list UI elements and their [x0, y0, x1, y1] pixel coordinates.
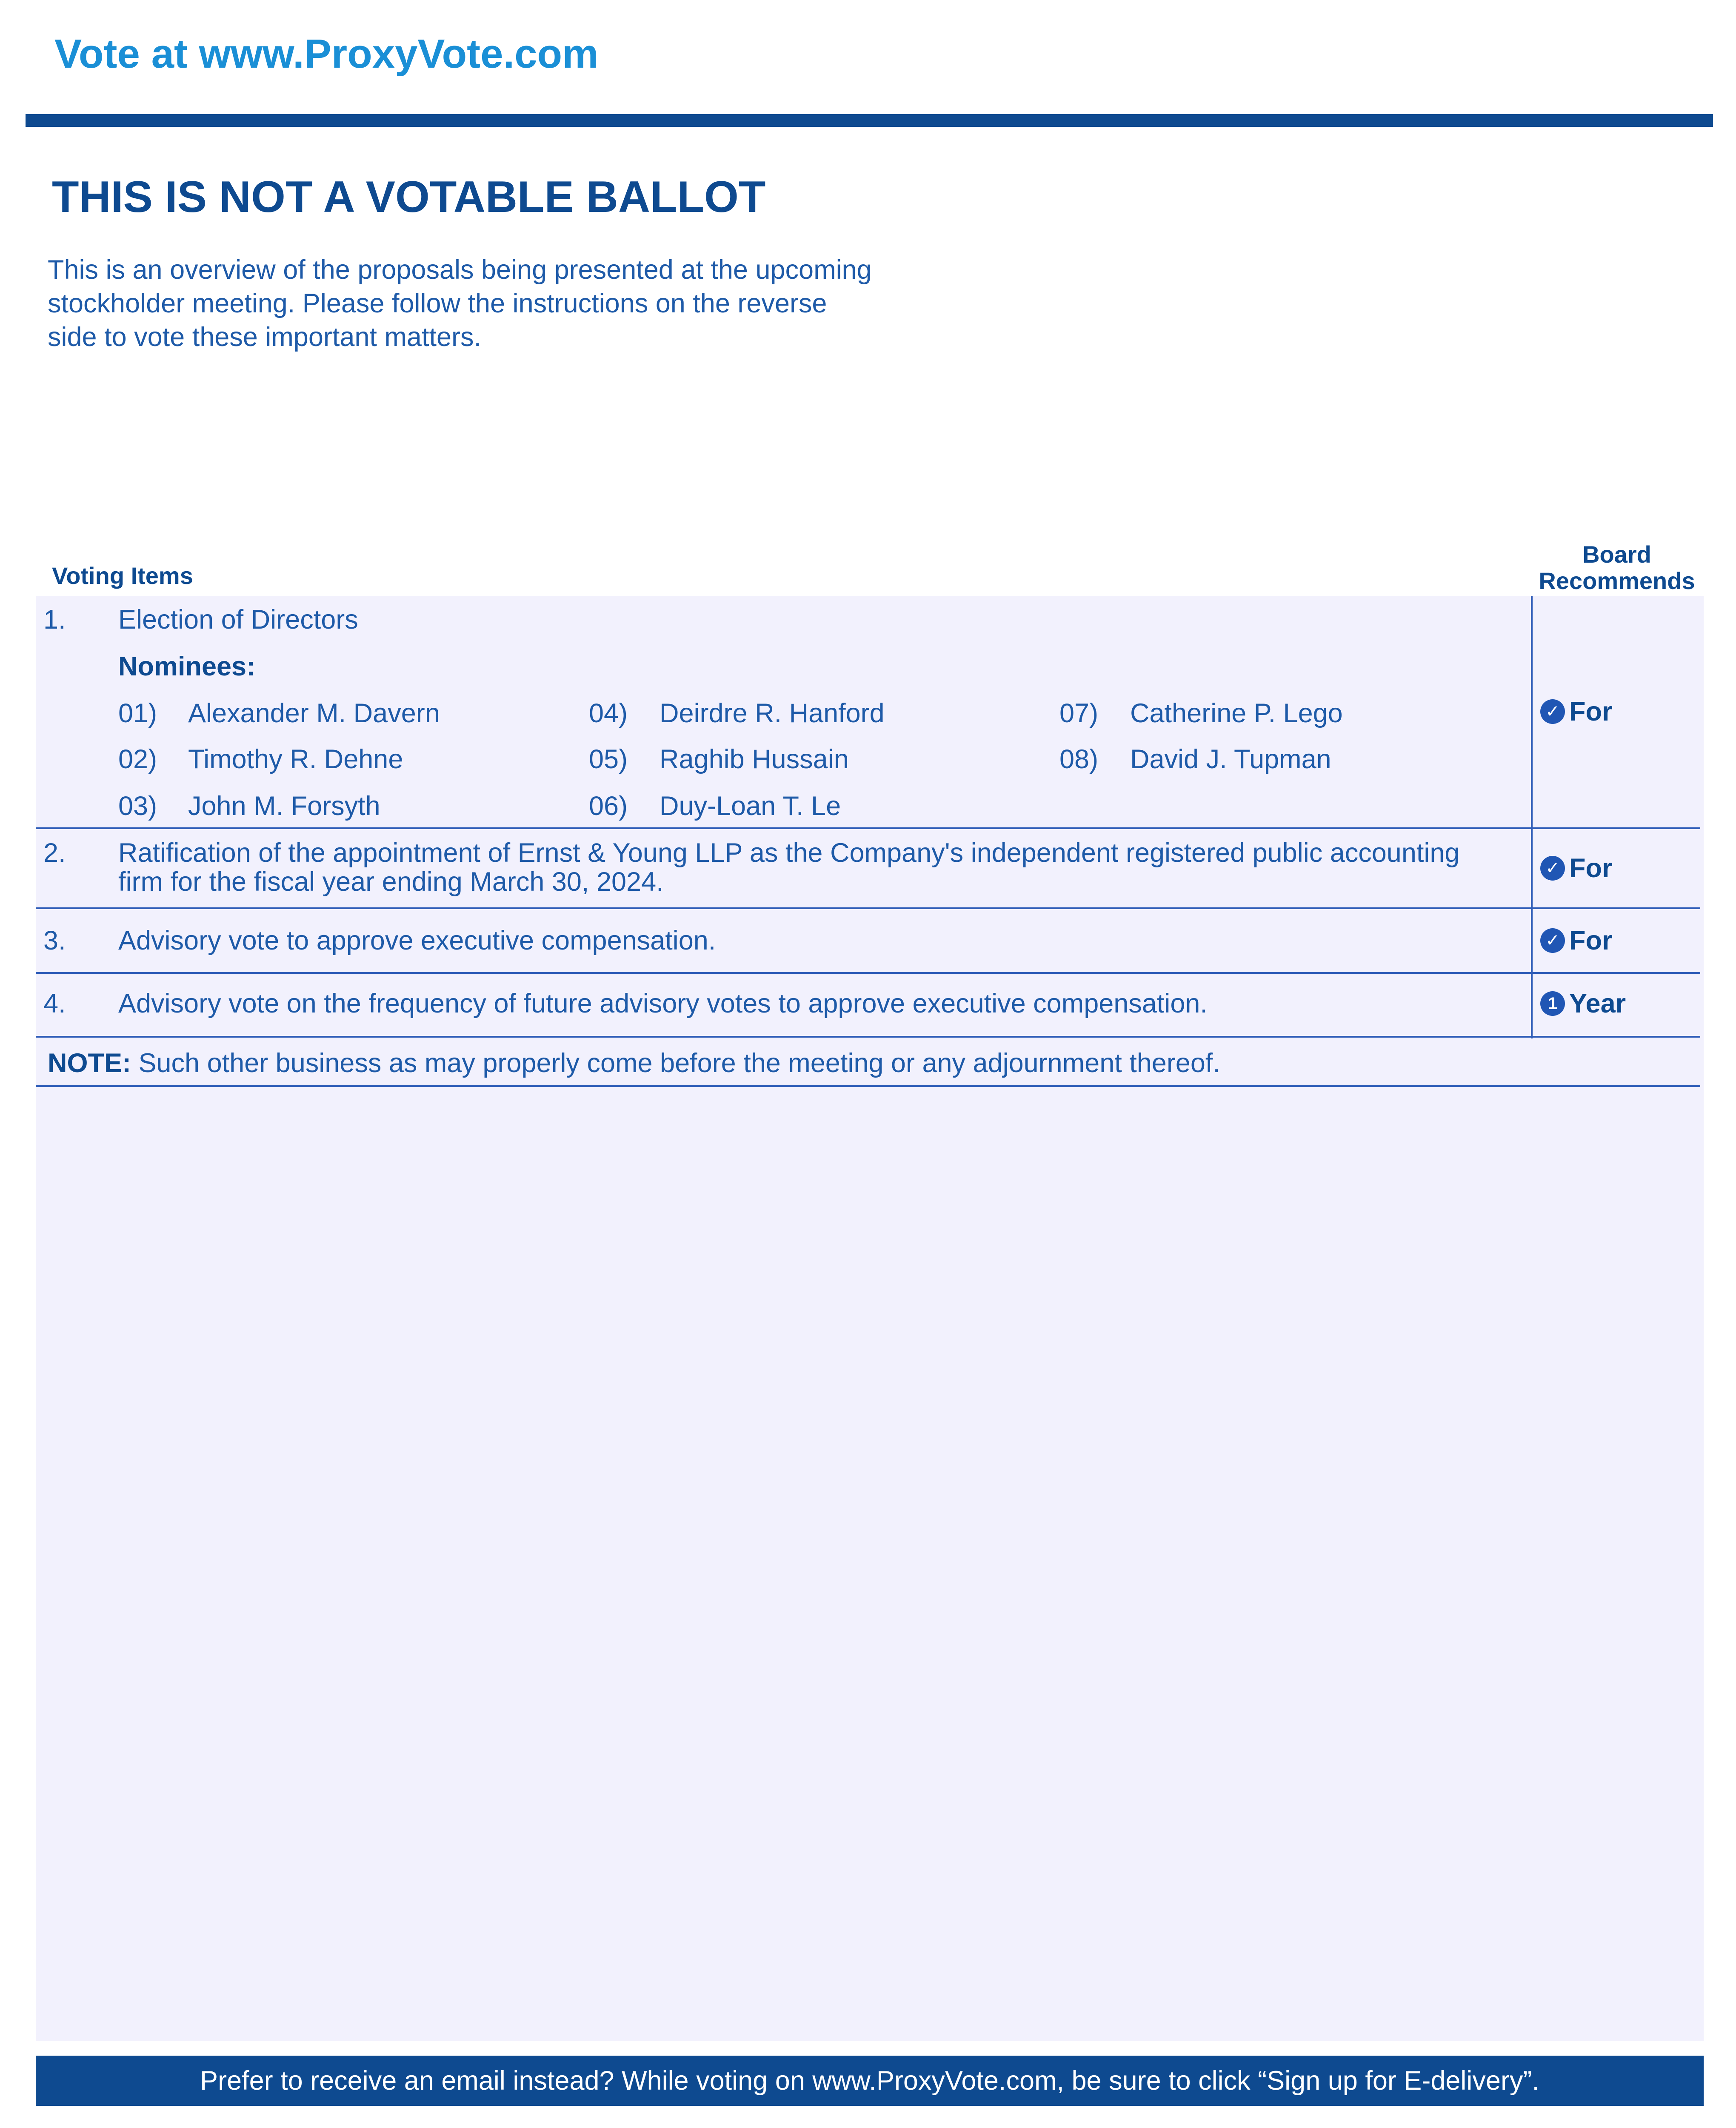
- row-divider: [36, 1036, 1700, 1038]
- nominee-name: Alexander M. Davern: [188, 698, 440, 728]
- board-recommends-column-header: [1523, 541, 1710, 594]
- nominee-name: Deirdre R. Hanford: [660, 698, 885, 728]
- check-circle-icon: ✓: [1540, 928, 1565, 953]
- nominee-number: 08): [1059, 744, 1099, 774]
- note-text: Such other business as may properly come before the meeting or any adjournment thereof.: [131, 1048, 1220, 1078]
- nominee-name: Raghib Hussain: [660, 744, 849, 774]
- voting-items-column-header: Voting Items: [52, 562, 193, 589]
- recommendation-label: For: [1569, 853, 1613, 883]
- vote-website-heading: Vote at www.ProxyVote.com: [54, 31, 599, 77]
- nominee-number: 01): [118, 698, 157, 728]
- nominee-name: Timothy R. Dehne: [188, 744, 403, 774]
- recommendation-label: For: [1569, 926, 1613, 955]
- e-delivery-footer: Prefer to receive an email instead? While voting on www.ProxyVote.com, be sure to click “Sign up for E-delivery”.: [36, 2056, 1704, 2106]
- note-label: NOTE:: [48, 1048, 131, 1078]
- nominee-number: 03): [118, 791, 157, 821]
- item-number: 4.: [43, 989, 66, 1018]
- item-title: Election of Directors: [118, 605, 358, 635]
- nominee-number: 02): [118, 744, 157, 774]
- item-title-line2: firm for the fiscal year ending March 30, 2024.: [118, 867, 664, 897]
- nominee-name: Catherine P. Lego: [1130, 698, 1343, 728]
- item-title: Advisory vote on the frequency of future advisory votes to approve executive compensation.: [118, 989, 1208, 1018]
- intro-paragraph: This is an overview of the proposals being presented at the upcoming stockholder meeting. Please follow the instructions on the reverse side to vote these important matters.: [48, 255, 872, 352]
- item-title-line1: Ratification of the appointment of Ernst & Young LLP as the Company's independent registered public accounting: [118, 838, 1460, 868]
- item-number: 2.: [43, 838, 66, 868]
- nominee-name: Duy-Loan T. Le: [660, 791, 841, 821]
- ballot-heading: THIS IS NOT A VOTABLE BALLOT: [52, 172, 766, 222]
- item3-recommendation: [1540, 925, 1612, 956]
- row-divider: [36, 972, 1700, 974]
- item-number: 3.: [43, 926, 66, 955]
- top-divider: [26, 114, 1713, 127]
- row-divider: [36, 1085, 1700, 1087]
- row-divider: [36, 827, 1700, 829]
- item1-recommendation: [1540, 696, 1612, 727]
- check-circle-icon: ✓: [1540, 699, 1565, 724]
- number-one-circle-icon: 1: [1540, 991, 1565, 1016]
- nominee-number: 07): [1059, 698, 1099, 728]
- item-title: Advisory vote to approve executive compensation.: [118, 926, 716, 955]
- board-header-line1: Board: [1582, 541, 1651, 568]
- nominee-number: 05): [589, 744, 628, 774]
- item2-recommendation: [1540, 853, 1612, 884]
- nominee-number: 06): [589, 791, 628, 821]
- nominee-name: David J. Tupman: [1130, 744, 1331, 774]
- row-divider: [36, 907, 1700, 909]
- note: [48, 1048, 1220, 1078]
- item4-recommendation: [1540, 988, 1626, 1019]
- nominee-number: 04): [589, 698, 628, 728]
- nominee-name: John M. Forsyth: [188, 791, 380, 821]
- nominees-label: Nominees:: [118, 652, 256, 681]
- recommendation-label: Year: [1569, 989, 1626, 1018]
- recommendation-label: For: [1569, 697, 1613, 726]
- item-number: 1.: [43, 605, 66, 635]
- board-header-line2: Recommends: [1539, 567, 1695, 594]
- check-circle-icon: ✓: [1540, 856, 1565, 881]
